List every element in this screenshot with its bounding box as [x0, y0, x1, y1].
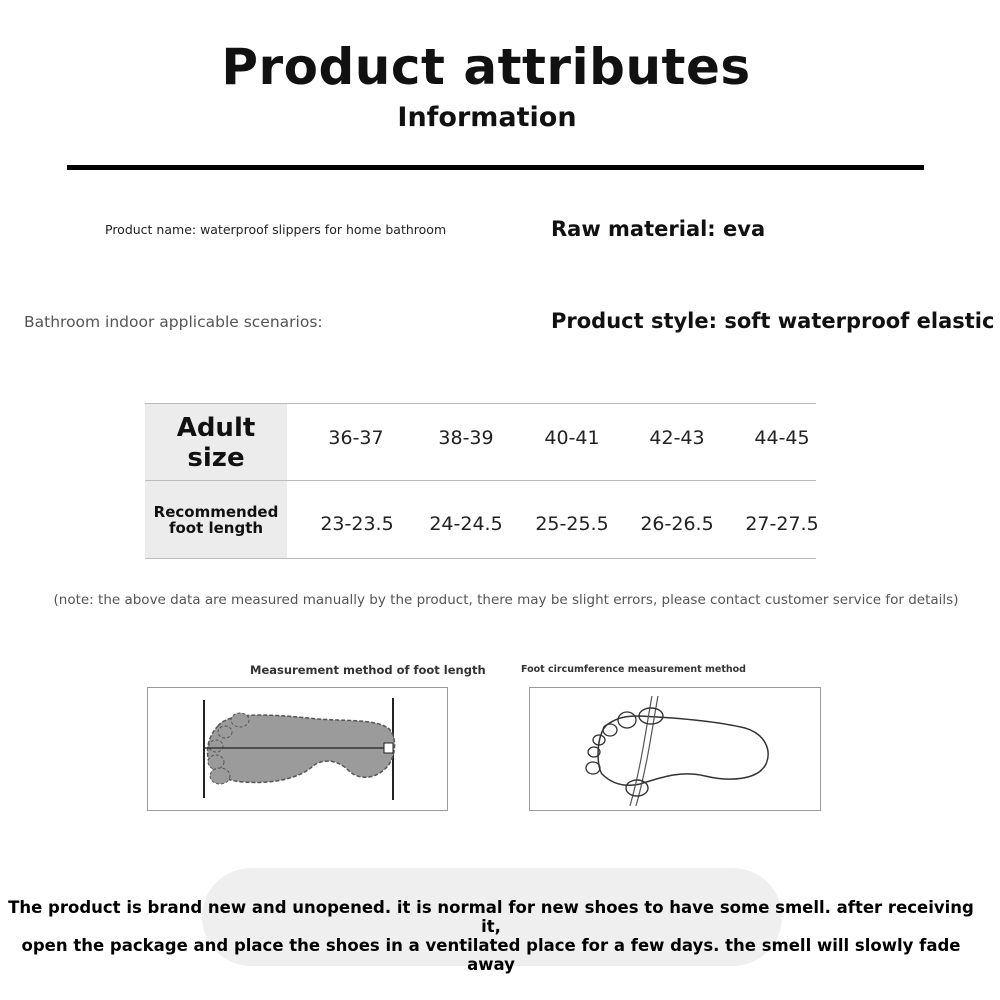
foot-circumference-icon	[530, 688, 820, 810]
adult-size-cell: 40-41	[544, 427, 600, 449]
page-title: Product attributes	[221, 38, 751, 96]
smell-notice	[0, 898, 982, 974]
scenarios-attribute: Bathroom indoor applicable scenarios:	[24, 313, 323, 331]
foot-length-caption: Measurement method of foot length	[250, 663, 486, 677]
title-divider	[67, 165, 924, 170]
adult-size-cell: 36-37	[328, 427, 384, 449]
adult-size-cell: 44-45	[754, 427, 810, 449]
adult-size-cell: 38-39	[438, 427, 494, 449]
product-style-attribute: Product style: soft waterproof elastic	[551, 309, 995, 333]
foot-length-header: Recommended foot length	[145, 481, 287, 558]
foot-length-cell: 25-25.5	[535, 513, 609, 535]
smell-notice-line-2: open the package and place the shoes in a ventilated place for a few days. the smell will slowly fade away	[21, 936, 961, 974]
foot-length-cell: 23-23.5	[320, 513, 394, 535]
page-subtitle: Information	[397, 102, 577, 133]
foot-length-cell: 24-24.5	[429, 513, 503, 535]
smell-notice-line-1: The product is brand new and unopened. it is normal for new shoes to have some smell. after receiving it,	[8, 898, 974, 936]
measurement-note: (note: the above data are measured manually by the product, there may be slight errors, please contact customer service for details)	[53, 592, 959, 608]
foot-circumference-figure	[529, 687, 821, 811]
foot-circumference-caption: Foot circumference measurement method	[521, 664, 746, 675]
adult-size-cell: 42-43	[649, 427, 705, 449]
foot-length-cell: 26-26.5	[640, 513, 714, 535]
adult-size-header: Adult size	[145, 404, 287, 481]
product-name-attribute: Product name: waterproof slippers for home bathroom	[105, 222, 447, 237]
foot-length-cell: 27-27.5	[745, 513, 819, 535]
foot-length-icon	[148, 688, 447, 810]
foot-length-figure	[147, 687, 448, 811]
size-table	[145, 403, 819, 557]
raw-material-attribute: Raw material: eva	[551, 217, 766, 241]
